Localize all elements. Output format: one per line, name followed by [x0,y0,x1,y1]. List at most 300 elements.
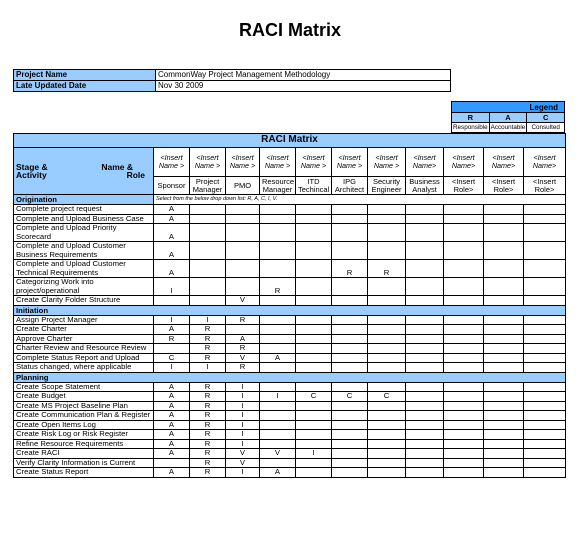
raci-cell[interactable] [296,260,332,278]
project-name-label: Project Name [14,70,156,81]
raci-cell[interactable]: A [154,214,190,224]
table-row [14,353,566,363]
raci-cell[interactable] [260,363,296,373]
raci-cell[interactable] [406,214,444,224]
raci-cell[interactable]: I [154,315,190,325]
raci-cell[interactable] [260,430,296,440]
raci-cell[interactable] [368,411,406,421]
raci-cell[interactable] [296,420,332,430]
raci-cell[interactable] [406,449,444,459]
raci-cell[interactable] [296,205,332,215]
raci-cell[interactable] [444,278,484,296]
raci-cell[interactable]: I [154,363,190,373]
raci-cell[interactable]: R [190,334,226,344]
raci-cell[interactable] [524,401,566,411]
raci-cell[interactable] [524,260,566,278]
raci-cell[interactable] [332,334,368,344]
raci-cell[interactable] [524,420,566,430]
raci-cell[interactable] [332,420,368,430]
name-label: Name & [101,161,133,172]
raci-cell[interactable]: A [154,260,190,278]
raci-cell[interactable] [190,242,226,260]
raci-cell[interactable]: V [226,449,260,459]
raci-cell[interactable] [260,205,296,215]
raci-cell[interactable] [444,205,484,215]
raci-cell[interactable] [296,439,332,449]
raci-cell[interactable] [332,353,368,363]
raci-cell[interactable]: I [296,449,332,459]
column-name-header: <Insert Name> [444,148,484,177]
raci-cell[interactable]: C [296,392,332,402]
raci-cell[interactable] [190,214,226,224]
raci-cell[interactable] [332,401,368,411]
raci-cell[interactable]: R [226,363,260,373]
column-role-header: IPG Architect [332,177,368,195]
column-role-header: Resource Manager [260,177,296,195]
raci-cell[interactable] [296,334,332,344]
raci-cell[interactable]: A [154,430,190,440]
raci-cell[interactable]: A [226,334,260,344]
raci-cell[interactable] [368,430,406,440]
raci-cell[interactable] [296,296,332,306]
raci-cell[interactable]: R [190,439,226,449]
raci-cell[interactable]: R [260,278,296,296]
raci-cell[interactable] [332,458,368,468]
raci-cell[interactable]: R [190,392,226,402]
section-row [14,305,566,315]
raci-cell[interactable] [260,334,296,344]
raci-cell[interactable] [484,260,524,278]
raci-cell[interactable] [524,392,566,402]
legend-label: Accountable [490,124,526,131]
raci-cell[interactable] [406,242,444,260]
raci-cell[interactable] [296,224,332,242]
raci-cell[interactable] [190,278,226,296]
raci-cell[interactable] [444,430,484,440]
raci-cell[interactable] [332,344,368,354]
raci-cell[interactable] [368,353,406,363]
task-name: Complete and Upload Customer Business Requirements [14,242,154,260]
raci-cell[interactable] [524,214,566,224]
raci-cell[interactable] [260,411,296,421]
raci-cell[interactable]: R [154,334,190,344]
column-role-header: ITD Techincal [296,177,332,195]
raci-cell[interactable] [332,278,368,296]
raci-cell[interactable] [524,439,566,449]
task-name: Charter Review and Resource Review [14,344,154,354]
raci-cell[interactable] [406,420,444,430]
raci-cell[interactable] [444,334,484,344]
raci-cell[interactable] [484,344,524,354]
raci-cell[interactable]: I [226,439,260,449]
raci-cell[interactable]: A [154,401,190,411]
raci-cell[interactable]: I [226,392,260,402]
raci-cell[interactable] [296,344,332,354]
raci-cell[interactable] [444,420,484,430]
raci-cell[interactable] [368,242,406,260]
raci-cell[interactable]: R [332,260,368,278]
column-name-header: <Insert Name> [524,148,566,177]
raci-cell[interactable] [524,325,566,335]
raci-cell[interactable] [260,224,296,242]
raci-cell[interactable]: A [154,468,190,478]
raci-cell[interactable] [406,363,444,373]
raci-cell[interactable]: R [190,382,226,392]
raci-cell[interactable] [190,260,226,278]
raci-cell[interactable] [296,325,332,335]
raci-cell[interactable] [226,224,260,242]
raci-cell[interactable] [524,205,566,215]
raci-cell[interactable] [484,430,524,440]
raci-cell[interactable] [332,449,368,459]
raci-cell[interactable] [444,363,484,373]
column-name-header: <Insert Name > [226,148,260,177]
raci-cell[interactable] [332,411,368,421]
raci-cell[interactable] [444,214,484,224]
raci-cell[interactable] [524,315,566,325]
raci-cell[interactable]: I [260,392,296,402]
raci-cell[interactable] [296,214,332,224]
raci-cell[interactable]: R [190,353,226,363]
raci-cell[interactable] [260,401,296,411]
column-role-header: Project Manager [190,177,226,195]
raci-cell[interactable]: I [226,382,260,392]
raci-cell[interactable] [444,468,484,478]
raci-cell[interactable] [296,458,332,468]
raci-cell[interactable]: R [226,344,260,354]
raci-cell[interactable]: A [260,468,296,478]
raci-cell[interactable] [444,382,484,392]
raci-cell[interactable]: A [154,224,190,242]
task-name: Complete project request [14,205,154,215]
raci-cell[interactable] [296,242,332,260]
raci-cell[interactable] [406,278,444,296]
raci-cell[interactable] [484,363,524,373]
raci-cell[interactable] [226,242,260,260]
activity-label: Activity [16,170,47,180]
raci-cell[interactable] [406,411,444,421]
raci-cell[interactable]: C [154,353,190,363]
raci-cell[interactable] [368,334,406,344]
raci-cell[interactable]: R [190,420,226,430]
raci-cell[interactable] [444,392,484,402]
raci-cell[interactable]: C [368,392,406,402]
raci-cell[interactable] [296,353,332,363]
raci-cell[interactable] [524,363,566,373]
raci-cell[interactable] [444,315,484,325]
raci-cell[interactable]: A [154,439,190,449]
raci-cell[interactable] [332,296,368,306]
last-updated-value: Nov 30 2009 [156,81,451,92]
raci-cell[interactable] [260,214,296,224]
raci-cell[interactable]: V [226,458,260,468]
raci-cell[interactable]: A [154,392,190,402]
raci-cell[interactable] [368,449,406,459]
raci-cell[interactable] [406,334,444,344]
raci-cell[interactable] [444,449,484,459]
legend-letter: R [452,113,490,123]
raci-cell[interactable]: R [190,430,226,440]
raci-cell[interactable]: V [260,449,296,459]
raci-cell[interactable] [484,468,524,478]
task-name: Complete and Upload Business Case [14,214,154,224]
legend-label: Responsible [453,124,488,131]
raci-cell[interactable]: R [190,449,226,459]
raci-cell[interactable] [444,260,484,278]
raci-cell[interactable] [484,420,524,430]
task-name: Create MS Project Baseline Plan [14,401,154,411]
raci-cell[interactable] [524,353,566,363]
raci-cell[interactable] [444,296,484,306]
column-name-header: <Insert Name> [484,148,524,177]
raci-cell[interactable] [406,325,444,335]
raci-cell[interactable] [368,205,406,215]
raci-cell[interactable] [368,214,406,224]
task-name: Complete Status Report and Upload [14,353,154,363]
raci-cell[interactable] [296,363,332,373]
raci-cell[interactable] [484,242,524,260]
raci-cell[interactable] [332,325,368,335]
raci-cell[interactable] [296,411,332,421]
raci-cell[interactable] [524,242,566,260]
raci-cell[interactable]: A [154,242,190,260]
raci-cell[interactable] [260,296,296,306]
raci-cell[interactable] [190,205,226,215]
raci-cell[interactable]: I [226,420,260,430]
raci-cell[interactable] [484,325,524,335]
raci-cell[interactable] [484,214,524,224]
raci-cell[interactable]: I [226,401,260,411]
raci-cell[interactable] [406,224,444,242]
raci-cell[interactable] [444,401,484,411]
raci-cell[interactable] [154,296,190,306]
raci-cell[interactable] [368,401,406,411]
raci-cell[interactable] [332,363,368,373]
raci-cell[interactable] [524,344,566,354]
raci-cell[interactable] [368,468,406,478]
column-role-header: Business Analyst [406,177,444,195]
raci-cell[interactable] [368,278,406,296]
raci-cell[interactable] [484,205,524,215]
table-row [14,224,566,242]
raci-cell[interactable] [296,468,332,478]
raci-cell[interactable] [406,401,444,411]
raci-cell[interactable] [260,344,296,354]
legend-letter: A [489,113,527,123]
raci-cell[interactable]: R [190,468,226,478]
raci-cell[interactable] [296,382,332,392]
raci-cell[interactable] [190,296,226,306]
raci-cell[interactable] [332,439,368,449]
table-row [14,392,566,402]
raci-cell[interactable] [332,468,368,478]
raci-cell[interactable] [406,315,444,325]
table-row [14,439,566,449]
table-row [14,214,566,224]
raci-cell[interactable]: A [154,449,190,459]
raci-cell[interactable]: A [154,325,190,335]
raci-cell[interactable] [484,401,524,411]
raci-cell[interactable] [190,224,226,242]
raci-cell[interactable] [484,353,524,363]
raci-cell[interactable] [332,224,368,242]
task-name: Create Scope Statement [14,382,154,392]
raci-cell[interactable]: V [226,353,260,363]
raci-cell[interactable] [368,224,406,242]
raci-cell[interactable] [368,344,406,354]
raci-cell[interactable] [154,344,190,354]
raci-cell[interactable] [406,296,444,306]
raci-cell[interactable] [406,392,444,402]
project-name-value: CommonWay Project Management Methodology [156,70,451,81]
raci-cell[interactable] [296,430,332,440]
raci-cell[interactable] [406,205,444,215]
raci-cell[interactable] [226,205,260,215]
raci-cell[interactable] [524,411,566,421]
raci-cell[interactable] [296,315,332,325]
raci-cell[interactable]: I [226,468,260,478]
raci-cell[interactable] [444,344,484,354]
raci-cell[interactable]: A [154,382,190,392]
raci-cell[interactable]: I [154,278,190,296]
raci-cell[interactable] [406,430,444,440]
task-name: Status changed, where applicable [14,363,154,373]
column-role-header: <Insert Role> [524,177,566,195]
raci-cell[interactable] [524,278,566,296]
raci-cell[interactable]: R [190,344,226,354]
table-row [14,242,566,260]
raci-cell[interactable] [444,411,484,421]
raci-cell[interactable] [260,439,296,449]
raci-cell[interactable] [484,392,524,402]
raci-cell[interactable]: I [190,315,226,325]
raci-cell[interactable]: I [190,363,226,373]
raci-cell[interactable]: A [154,411,190,421]
legend-label: Consulted [527,123,565,133]
column-name-header: <Insert Name > [332,148,368,177]
raci-cell[interactable] [484,449,524,459]
raci-cell[interactable] [260,458,296,468]
raci-cell[interactable] [524,449,566,459]
raci-cell[interactable]: R [190,458,226,468]
raci-cell[interactable] [444,242,484,260]
raci-cell[interactable]: R [190,401,226,411]
raci-cell[interactable] [332,214,368,224]
raci-cell[interactable] [484,382,524,392]
raci-cell[interactable] [484,296,524,306]
raci-cell[interactable] [332,382,368,392]
column-role-header: PMO [226,177,260,195]
raci-cell[interactable] [484,224,524,242]
raci-cell[interactable] [524,296,566,306]
raci-cell[interactable] [226,260,260,278]
raci-cell[interactable] [260,325,296,335]
raci-cell[interactable] [444,224,484,242]
raci-cell[interactable] [332,315,368,325]
raci-cell[interactable]: C [332,392,368,402]
raci-cell[interactable] [226,214,260,224]
raci-cell[interactable] [260,420,296,430]
raci-cell[interactable] [332,242,368,260]
raci-cell[interactable]: R [190,325,226,335]
raci-cell[interactable]: R [368,260,406,278]
raci-cell[interactable] [226,278,260,296]
raci-cell[interactable] [406,439,444,449]
raci-cell[interactable] [368,439,406,449]
raci-cell[interactable] [368,315,406,325]
raci-cell[interactable] [260,382,296,392]
raci-cell[interactable] [484,411,524,421]
table-row [14,325,566,335]
raci-cell[interactable] [260,260,296,278]
raci-cell[interactable] [368,296,406,306]
raci-cell[interactable] [368,382,406,392]
raci-cell[interactable] [406,468,444,478]
raci-cell[interactable] [368,363,406,373]
table-row [14,278,566,296]
raci-cell[interactable] [368,420,406,430]
raci-cell[interactable] [296,278,332,296]
raci-cell[interactable] [484,334,524,344]
raci-cell[interactable] [444,325,484,335]
raci-cell[interactable] [524,458,566,468]
table-row [14,430,566,440]
raci-cell[interactable] [524,382,566,392]
raci-cell[interactable] [368,325,406,335]
raci-cell[interactable] [524,468,566,478]
raci-cell[interactable] [406,458,444,468]
raci-cell[interactable]: A [154,205,190,215]
raci-cell[interactable] [368,458,406,468]
raci-cell[interactable] [484,278,524,296]
raci-cell[interactable] [444,439,484,449]
raci-cell[interactable]: R [190,411,226,421]
raci-cell[interactable] [406,353,444,363]
raci-cell[interactable] [484,315,524,325]
raci-cell[interactable]: I [226,411,260,421]
raci-cell[interactable] [484,439,524,449]
raci-cell[interactable]: A [154,420,190,430]
raci-cell[interactable] [524,430,566,440]
raci-cell[interactable] [332,205,368,215]
raci-cell[interactable] [154,458,190,468]
raci-cell[interactable] [444,458,484,468]
role-label: Role [126,170,145,180]
raci-cell[interactable] [524,224,566,242]
task-name: Complete and Upload Customer Technical Requirements [14,260,154,278]
raci-cell[interactable] [226,325,260,335]
project-info-table [13,69,451,92]
raci-cell[interactable] [260,315,296,325]
table-row [14,260,566,278]
project-name-row [14,70,451,81]
raci-cell[interactable] [406,382,444,392]
column-role-header: Sponsor [154,177,190,195]
raci-cell[interactable] [406,260,444,278]
raci-cell[interactable]: A [260,353,296,363]
raci-cell[interactable]: R [226,315,260,325]
raci-cell[interactable]: I [226,430,260,440]
raci-cell[interactable]: V [226,296,260,306]
raci-cell[interactable] [296,401,332,411]
raci-cell[interactable] [406,344,444,354]
raci-cell[interactable] [332,430,368,440]
raci-cell[interactable] [444,353,484,363]
task-name: Create Clarity Folder Structure [14,296,154,306]
raci-cell[interactable] [260,242,296,260]
raci-cell[interactable] [484,458,524,468]
raci-cell[interactable] [524,334,566,344]
